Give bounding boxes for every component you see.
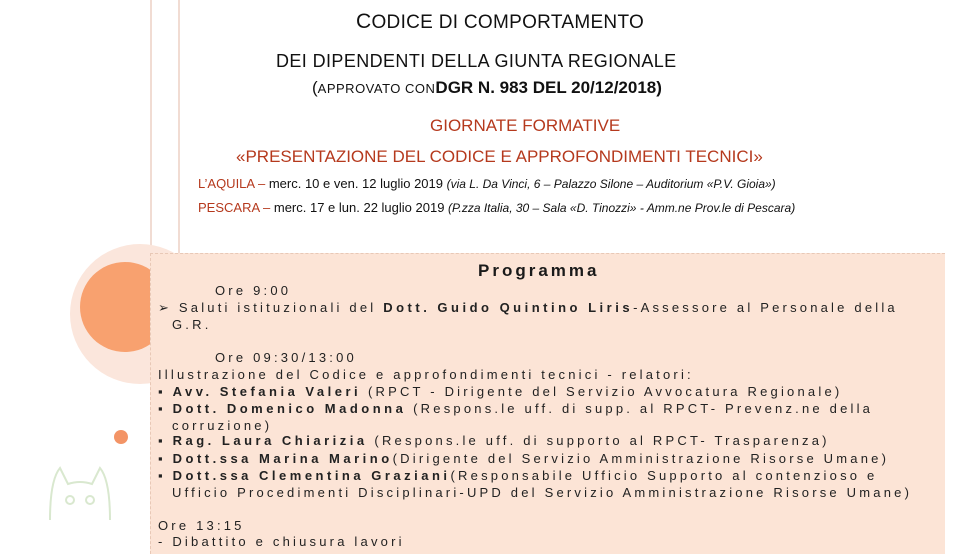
page-title: CODICE DI COMPORTAMENTO xyxy=(356,10,645,33)
greeting-continuation: G.R. xyxy=(172,317,212,332)
speaker-item: ▪ Rag. Laura Chiarizia (Respons.le uff. di supporto al RPCT- Trasparenza) xyxy=(158,433,830,448)
greeting-line: ➢ Saluti istituzionali del Dott. Guido Quintino Liris-Assessore al Personale della xyxy=(158,300,898,315)
speaker-item: ▪ Dott.ssa Marina Marino(Dirigente del Servizio Amministrazione Risorse Umane) xyxy=(158,451,890,466)
training-label: GIORNATE FORMATIVE xyxy=(430,116,621,135)
training-title: «PRESENTAZIONE DEL CODICE E APPROFONDIMENTI TECNICI» xyxy=(236,147,763,166)
speaker-item: ▪ Dott.ssa Clementina Graziani(Responsabile Ufficio Supporto al contenzioso e xyxy=(158,468,878,483)
page-subtitle: DEI DIPENDENTI DELLA GIUNTA REGIONALE xyxy=(276,51,677,71)
intro-line: Illustrazione del Codice e approfondimenti tecnici - relatori: xyxy=(158,367,694,382)
session-laquila: L’AQUILA – merc. 10 e ven. 12 luglio 2019 (via L. Da Vinci, 6 – Palazzo Silone – Auditorium «P.V. Gioia») xyxy=(198,176,776,191)
cat-icon xyxy=(40,460,120,530)
approval-note: (APPROVATO CONDGR N. 983 DEL 20/12/2018) xyxy=(312,78,662,97)
speaker-item: ▪ Avv. Stefania Valeri (RPCT - Dirigente del Servizio Avvocatura Regionale) xyxy=(158,384,843,399)
session-pescara: PESCARA – merc. 17 e lun. 22 luglio 2019 (P.zza Italia, 30 – Sala «D. Tinozzi» - Amm.ne Prov.le di Pescara) xyxy=(198,200,796,215)
speaker-item-continuation: corruzione) xyxy=(172,418,273,433)
decorative-dot xyxy=(114,430,128,444)
speaker-item: ▪ Dott. Domenico Madonna (Respons.le uff. di supp. al RPCT- Prevenz.ne della xyxy=(158,401,874,416)
time-slot-3: Ore 13:15 xyxy=(158,518,245,533)
closing-line: - Dibattito e chiusura lavori xyxy=(158,534,405,549)
time-slot-1: Ore 9:00 xyxy=(215,283,292,298)
program-title: Programma xyxy=(478,261,600,280)
time-slot-2: Ore 09:30/13:00 xyxy=(215,350,357,365)
speaker-item-continuation: Ufficio Procedimenti Disciplinari-UPD del Servizio Amministrazione Risorse Umane) xyxy=(172,485,913,500)
